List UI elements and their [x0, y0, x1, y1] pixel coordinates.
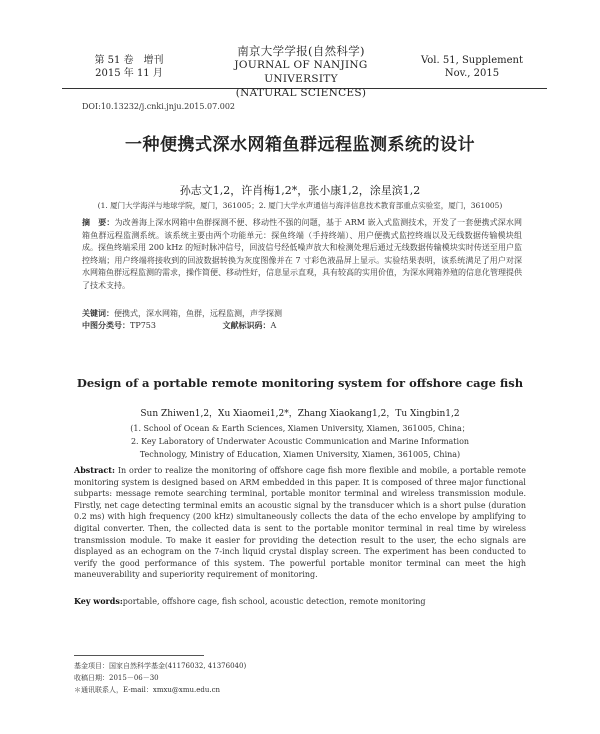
authors-cn: 孙志文1,2，许肖梅1,2*，张小康1,2，涂星滨1,2	[179, 184, 421, 197]
paper-title-en: Design of a portable remote monitoring system for offshore cage fish	[76, 376, 524, 390]
affiliation-cn: (1. 厦门大学海洋与地球学院，厦门，361005；2. 厦门大学水声通信与海洋信息技术教育部重点实验室，厦门，361005)	[97, 201, 503, 210]
volume-label-en: Vol. 51, Supplement	[420, 55, 524, 66]
abstract-text-cn: 为改善海上深水网箱中鱼群探测不便、移动性不强的问题，基于 ARM 嵌入式监测技术，开发了一套便携式深水网箱鱼群远程监测系统。该系统主要由两个功能单元：探鱼终端（手持终端）、用户便携式监控终端以及无线数据传输模块组成。探鱼终端采用 200 kHz 的短时脉冲信号，回波信号经低噪声放大和检测处理后通过无线数据传输模块实时传送至用户监控终端；用户终端将接收到的回波数据转换为灰度图像并在 7 寸彩色液晶屏上显示。实验结果表明，该系统满足了用户对深水网箱鱼群远程监测的需求，操作简便、移动性好，信息显示直观，具有较高的实用价值，为深水网箱养殖的信息化管理提供了技术支持。	[82, 218, 523, 290]
authors-en: Sun Zhiwen1,2，Xu Xiaomei1,2*，Zhang Xiaokang1,2，Tu Xingbin1,2	[140, 409, 460, 419]
keywords-label-en: Key words:	[74, 596, 123, 606]
doc-code: A	[270, 321, 277, 330]
doc-code-label: 文献标识码：	[222, 320, 271, 330]
abstract-label-cn: 摘 要：	[82, 217, 115, 227]
affiliation-en-line-3: Technology, Ministry of Education, Xiamen University, Xiamen, 361005, China)	[139, 450, 461, 459]
keywords-text-cn: 便携式，深水网箱，鱼群，远程监测，声学探测	[114, 309, 282, 318]
footnote-received: 收稿日期：2015－06－30	[74, 674, 159, 682]
footnote-corresponding: ＊通讯联系人，E-mail：xmxu@xmu.edu.cn	[74, 686, 221, 694]
abstract-en	[74, 465, 526, 581]
keywords-text-en: portable, offshore cage, fish school, acoustic detection, remote monitoring	[122, 597, 426, 606]
issue-date: 2015 年 11 月	[95, 68, 163, 79]
keywords-en	[74, 596, 526, 606]
volume-label: 第 51 卷 增刊	[94, 55, 164, 66]
class-label: 中图分类号：	[82, 320, 130, 330]
affiliation-en	[90, 422, 510, 461]
doi-line: DOI:10.13232/j.cnki.jnju.2015.07.002	[82, 102, 236, 111]
classification-line	[82, 320, 522, 331]
journal-name-en-sub: (NATURAL SCIENCES)	[235, 87, 367, 99]
journal-name-cn: 南京大学学报(自然科学)	[237, 44, 365, 58]
class-number: TP753	[130, 321, 156, 330]
keywords-label-cn: 关键词：	[82, 308, 114, 318]
abstract-label-en: Abstract:	[74, 465, 115, 475]
affiliation-en-line-1: (1. School of Ocean & Earth Sciences, Xiamen University, Xiamen, 361005, China；	[130, 424, 470, 433]
footnote-fund: 基金项目：国家自然科学基金(41176032, 41376040)	[74, 662, 247, 670]
affiliation-en-line-2: 2. Key Laboratory of Underwater Acoustic Communication and Marine Information	[130, 437, 470, 446]
abstract-text-en: In order to realize the monitoring of offshore cage fish more flexible and mobile, a portable remote monitoring system is designed based on ARM embedded in this paper. It is composed of three major functional subparts: message remote searching terminal, portable monitor terminal and wireless transmission module. Firstly, net cage detecting terminal emits an acoustic signal by the transducer which is a short pulse (duration 0.2 ms) with high frequency (200 kHz) simultaneously collects the data of the echo envelope by amplifying to digital converter. Then, the collected data is sent to the portable monitor terminal in real time by wireless transmission module. To make it easier for providing the detection result to the user, the echo signals are displayed as an echogram on the 7-inch liquid crystal display screen. The experiment has been conducted to verify the good performance of this system. The powerful portable monitor terminal can meet the high maneuverability and superiority requirement of monitoring.	[74, 466, 527, 580]
journal-name-block	[196, 44, 406, 100]
abstract-cn	[82, 216, 522, 292]
journal-name-en: JOURNAL OF NANJING UNIVERSITY	[234, 59, 368, 85]
journal-issue-left	[84, 54, 174, 80]
header-rule	[62, 88, 547, 89]
issue-date-en: Nov., 2015	[444, 68, 500, 79]
footnote-rule	[74, 655, 204, 656]
keywords-cn	[82, 308, 522, 319]
paper-title-cn: 一种便携式深水网箱鱼群远程监测系统的设计	[125, 135, 475, 155]
journal-issue-right	[412, 54, 532, 80]
